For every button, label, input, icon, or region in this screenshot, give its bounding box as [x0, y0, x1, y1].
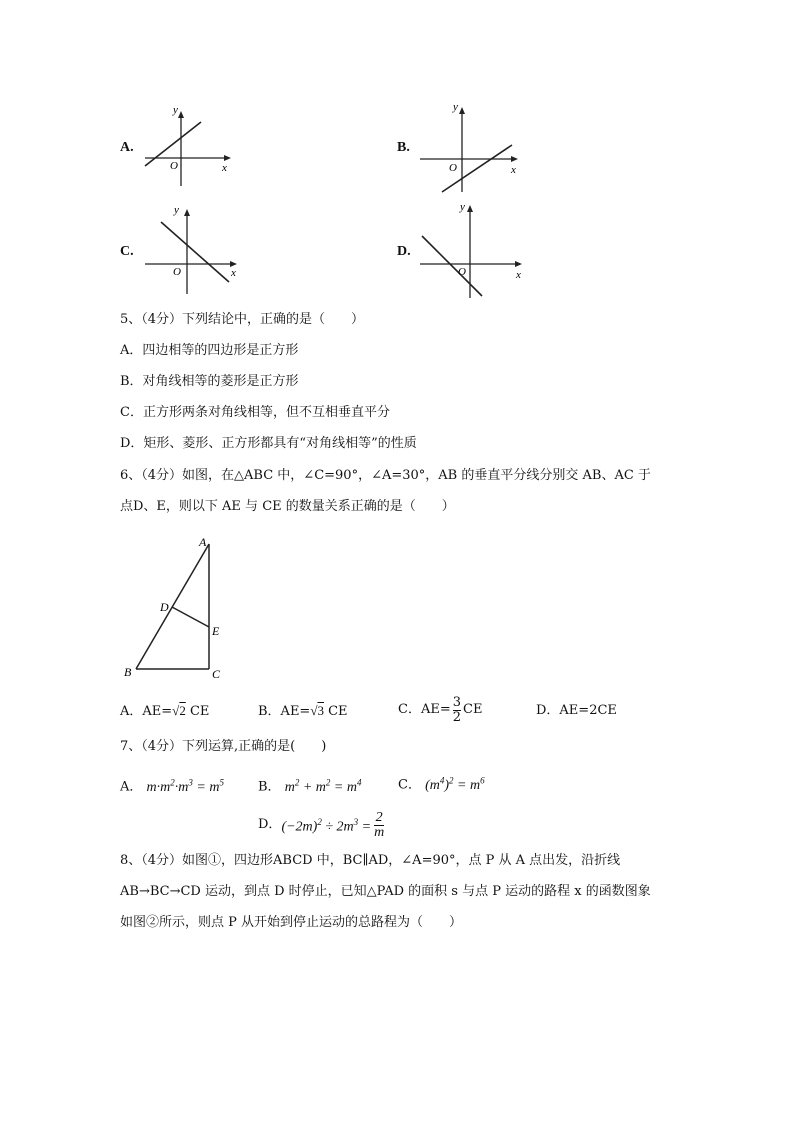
q6-option-b: B．AE=√3 CE	[258, 703, 348, 719]
svg-text:x: x	[511, 164, 516, 176]
svg-text:B: B	[124, 665, 132, 679]
svg-text:E: E	[212, 624, 220, 638]
q7-option-c: C． $(m^4)^2 = m^6$	[398, 775, 485, 793]
svg-text:O: O	[458, 266, 466, 278]
q7-option-d: D． $(-2m)^2 \div 2m^3$ = $\frac{2}{m}$	[258, 809, 385, 840]
q4-graph-a	[143, 106, 235, 188]
svg-text:D: D	[160, 600, 169, 614]
q4-graph-c	[143, 200, 241, 296]
q6-stem-line2: 点D、E，则以下 AE 与 CE 的数量关系正确的是（ ）	[120, 499, 455, 514]
q5-stem: 5、（4分）下列结论中，正确的是（ ）	[120, 312, 365, 327]
svg-text:y: y	[174, 204, 179, 216]
svg-text:A: A	[199, 535, 207, 549]
svg-text:O: O	[449, 162, 457, 174]
svg-text:x: x	[231, 267, 236, 279]
q7-stem: 7、（4分）下列运算,正确的是( )	[120, 739, 327, 754]
q6-option-d: D．AE=2CE	[536, 703, 617, 718]
q4-option-d-label: D.	[397, 244, 411, 259]
q4-graph-b	[418, 100, 522, 194]
svg-text:x: x	[222, 162, 227, 174]
q4-option-a-label: A.	[120, 140, 134, 155]
q8-line1: 8、（4分）如图①，四边形ABCD 中，BC∥AD，∠A=90°，点 P 从 A 点出发，沿折线	[120, 853, 621, 868]
q4-option-c-label: C.	[120, 244, 134, 259]
svg-text:y: y	[173, 106, 178, 116]
q7-option-a: A． $m\cdot m^2\cdot m^3 = m^5$	[120, 777, 224, 795]
svg-text:C: C	[212, 667, 221, 680]
svg-text:O: O	[170, 160, 178, 172]
q8-line3: 如图②所示，则点 P 从开始到停止运动的总路程为（ ）	[120, 915, 463, 930]
svg-text:y: y	[460, 201, 465, 213]
q6-option-c: C．AE= $\frac{3}{2}$ CE	[398, 694, 483, 725]
q8-line2: AB→BC→CD 运动，到点 D 时停止，已知△PAD 的面积 s 与点 P 运动的路程 x 的函数图象	[120, 884, 651, 899]
q7-option-b: B． $m^2 + m^2 = m^4$	[258, 777, 362, 795]
svg-text:O: O	[173, 266, 181, 278]
q5-option-a: A．四边相等的四边形是正方形	[120, 343, 299, 358]
q4-option-b-label: B.	[397, 140, 410, 155]
svg-text:y: y	[453, 101, 458, 113]
q6-triangle-figure	[118, 532, 228, 680]
q5-option-c: C．正方形两条对角线相等，但不互相垂直平分	[120, 405, 390, 420]
q6-stem-line1: 6、（4分）如图，在△ABC 中，∠C=90°，∠A=30°，AB 的垂直平分线分别交 AB、AC 于	[120, 468, 651, 483]
svg-text:x: x	[516, 269, 521, 281]
q4-graph-d	[418, 198, 526, 300]
q5-option-d: D．矩形、菱形、正方形都具有“对角线相等”的性质	[120, 436, 417, 451]
q6-option-a: A．AE=√2 CE	[120, 703, 210, 719]
q5-option-b: B．对角线相等的菱形是正方形	[120, 374, 299, 389]
